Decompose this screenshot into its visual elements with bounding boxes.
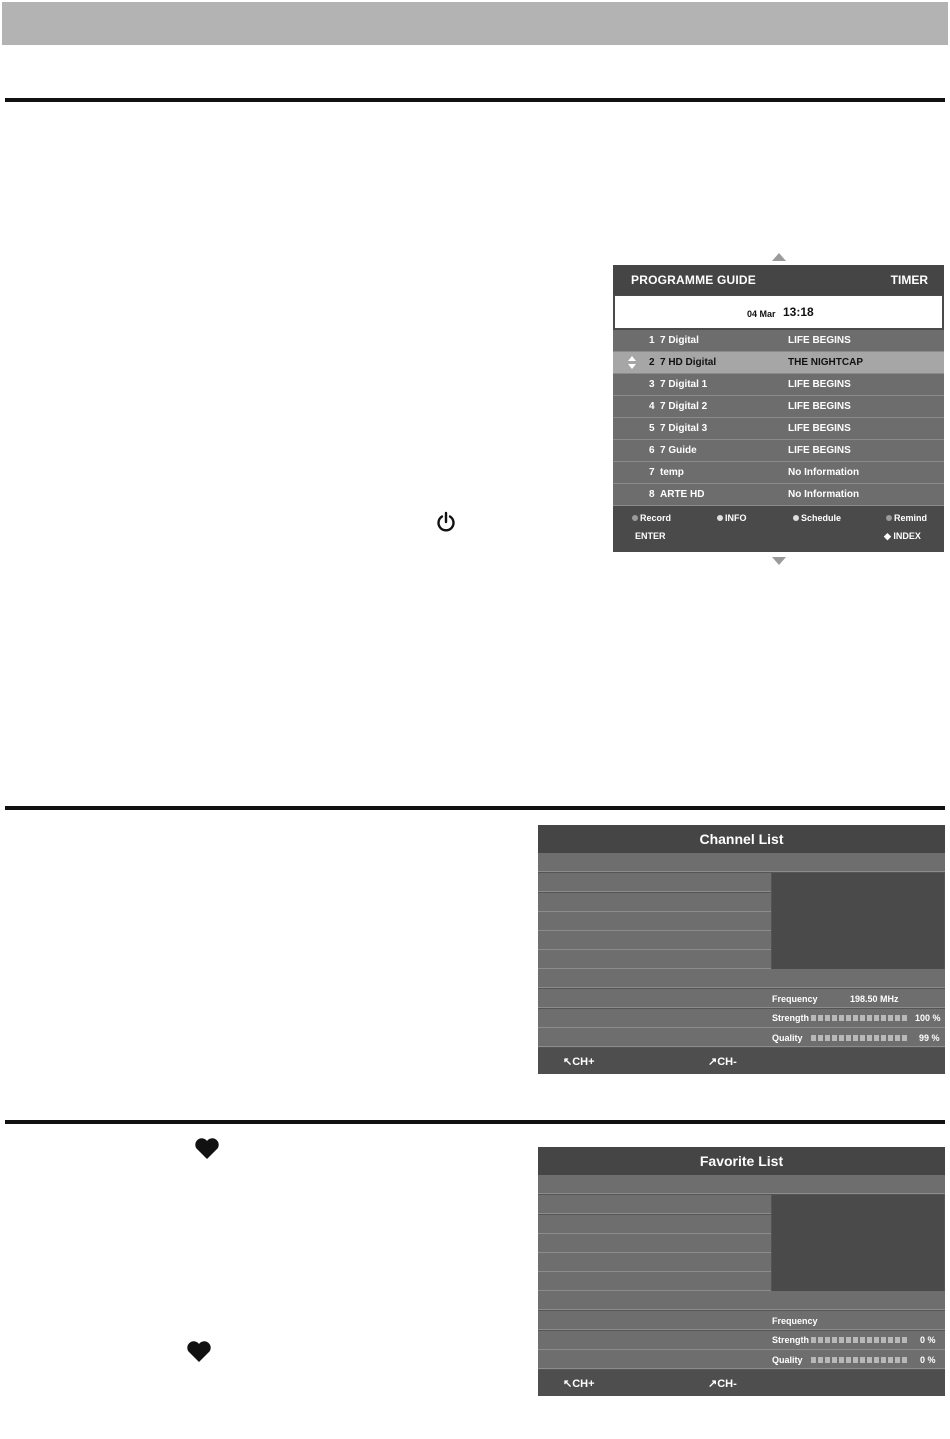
list-item[interactable] bbox=[538, 950, 771, 969]
section-divider bbox=[5, 1120, 945, 1124]
enter-key[interactable]: ENTER bbox=[635, 531, 666, 541]
channel-name: 7 Digital 3 bbox=[660, 423, 708, 434]
programme-title: THE NIGHTCAP bbox=[788, 357, 863, 368]
record-key[interactable] bbox=[632, 513, 671, 523]
list-item[interactable] bbox=[538, 969, 945, 988]
list-item[interactable] bbox=[538, 1291, 945, 1310]
remind-label: Remind bbox=[894, 513, 928, 523]
guide-date-bar bbox=[614, 295, 943, 329]
programme-title: No Information bbox=[788, 467, 860, 478]
arrow-up-left-icon: ↖ bbox=[563, 1056, 573, 1068]
info-label: INFO bbox=[725, 513, 747, 523]
index-key[interactable] bbox=[884, 531, 921, 542]
preview-window bbox=[772, 873, 944, 969]
guide-title: PROGRAMME GUIDE bbox=[631, 273, 757, 287]
arrow-up-right-icon: ↗ bbox=[708, 1056, 718, 1068]
list-header-strip bbox=[538, 853, 945, 872]
guide-timer-label[interactable]: TIMER bbox=[890, 273, 928, 287]
ch-up-key[interactable] bbox=[563, 1055, 595, 1068]
favorite-list-panel bbox=[538, 1147, 945, 1396]
channel-name: 7 Digital 1 bbox=[660, 379, 708, 390]
guide-row[interactable] bbox=[613, 374, 944, 396]
guide-row[interactable] bbox=[613, 440, 944, 462]
guide-date: 04 Mar bbox=[747, 309, 776, 319]
programme-title: LIFE BEGINS bbox=[788, 335, 851, 346]
channel-number: 7 bbox=[649, 467, 655, 478]
ch-up-label: CH+ bbox=[572, 1378, 595, 1390]
frequency-label: Frequency bbox=[772, 1316, 818, 1326]
favorite-list-footer bbox=[538, 1370, 945, 1396]
guide-row[interactable] bbox=[613, 462, 944, 484]
scroll-up-icon[interactable] bbox=[771, 252, 787, 262]
guide-channel-list bbox=[613, 330, 944, 506]
programme-title: LIFE BEGINS bbox=[788, 379, 851, 390]
channel-number: 6 bbox=[649, 445, 655, 456]
channel-number: 1 bbox=[649, 335, 655, 346]
list-item[interactable] bbox=[538, 893, 771, 912]
index-label: INDEX bbox=[893, 531, 921, 541]
strength-value: 0 % bbox=[920, 1335, 936, 1345]
channel-list-title: Channel List bbox=[538, 825, 945, 853]
programme-title: No Information bbox=[788, 489, 860, 500]
list-item[interactable] bbox=[538, 931, 771, 950]
list-item[interactable] bbox=[538, 1234, 771, 1253]
green-dot-icon bbox=[717, 515, 723, 521]
frequency-label: Frequency bbox=[772, 994, 818, 1004]
quality-label: Quality bbox=[772, 1033, 803, 1043]
frequency-row bbox=[538, 1311, 945, 1330]
list-item[interactable] bbox=[538, 873, 771, 892]
scroll-down-icon[interactable] bbox=[771, 556, 787, 566]
ch-up-label: CH+ bbox=[572, 1056, 595, 1068]
strength-meter bbox=[811, 1337, 907, 1343]
diamond-icon: ◆ bbox=[884, 531, 894, 541]
guide-footer bbox=[613, 509, 944, 552]
header-band bbox=[2, 2, 948, 45]
section-divider bbox=[5, 98, 945, 102]
heart-icon bbox=[186, 1340, 212, 1363]
strength-meter bbox=[811, 1015, 907, 1021]
schedule-label: Schedule bbox=[801, 513, 842, 523]
blue-dot-icon bbox=[886, 515, 892, 521]
list-item[interactable] bbox=[538, 1195, 771, 1214]
ch-down-label: CH- bbox=[717, 1378, 737, 1390]
quality-value: 0 % bbox=[920, 1355, 936, 1365]
channel-number: 8 bbox=[649, 489, 655, 500]
programme-title: LIFE BEGINS bbox=[788, 423, 851, 434]
guide-row-selected[interactable] bbox=[613, 352, 944, 374]
strength-value: 100 % bbox=[915, 1013, 941, 1023]
list-item[interactable] bbox=[538, 1272, 771, 1291]
channel-name: 7 Digital bbox=[660, 335, 699, 346]
channel-name: 7 HD Digital bbox=[660, 357, 717, 368]
ch-up-key[interactable] bbox=[563, 1377, 595, 1390]
info-key[interactable] bbox=[717, 513, 747, 523]
channel-number: 5 bbox=[649, 423, 655, 434]
ch-down-key[interactable] bbox=[708, 1055, 737, 1068]
list-header-strip bbox=[538, 1175, 945, 1194]
list-item[interactable] bbox=[538, 1215, 771, 1234]
arrow-up-right-icon: ↗ bbox=[708, 1378, 718, 1390]
channel-number: 4 bbox=[649, 401, 655, 412]
power-icon bbox=[435, 511, 457, 533]
quality-label: Quality bbox=[772, 1355, 803, 1365]
strength-label: Strength bbox=[772, 1335, 809, 1345]
programme-title: LIFE BEGINS bbox=[788, 445, 851, 456]
channel-number: 2 bbox=[649, 357, 655, 368]
guide-row[interactable] bbox=[613, 330, 944, 352]
arrow-up-left-icon: ↖ bbox=[563, 1378, 573, 1390]
strength-label: Strength bbox=[772, 1013, 809, 1023]
ch-down-key[interactable] bbox=[708, 1377, 737, 1390]
favorite-list-title: Favorite List bbox=[538, 1147, 945, 1175]
quality-meter bbox=[811, 1035, 907, 1041]
guide-row[interactable] bbox=[613, 484, 944, 506]
list-item[interactable] bbox=[538, 1253, 771, 1272]
schedule-key[interactable] bbox=[793, 513, 841, 523]
channel-name: 7 Digital 2 bbox=[660, 401, 708, 412]
channel-list-panel bbox=[538, 825, 945, 1074]
channel-number: 3 bbox=[649, 379, 655, 390]
heart-icon bbox=[194, 1137, 220, 1160]
quality-value: 99 % bbox=[919, 1033, 940, 1043]
up-down-icon bbox=[628, 356, 636, 369]
quality-meter bbox=[811, 1357, 907, 1363]
channel-name: 7 Guide bbox=[660, 445, 697, 456]
channel-name: ARTE HD bbox=[660, 489, 705, 500]
remind-key[interactable] bbox=[886, 513, 927, 523]
channel-list-footer bbox=[538, 1048, 945, 1074]
guide-header bbox=[613, 265, 944, 295]
list-item[interactable] bbox=[538, 912, 771, 931]
red-dot-icon bbox=[632, 515, 638, 521]
ch-down-label: CH- bbox=[717, 1056, 737, 1068]
yellow-dot-icon bbox=[793, 515, 799, 521]
section-divider bbox=[5, 806, 945, 810]
record-label: Record bbox=[640, 513, 672, 523]
frequency-value: 198.50 MHz bbox=[850, 994, 899, 1004]
guide-time: 13:18 bbox=[783, 305, 814, 319]
preview-window bbox=[772, 1195, 944, 1291]
guide-row[interactable] bbox=[613, 396, 944, 418]
channel-name: temp bbox=[660, 467, 684, 478]
guide-row[interactable] bbox=[613, 418, 944, 440]
programme-guide bbox=[613, 265, 944, 552]
programme-title: LIFE BEGINS bbox=[788, 401, 851, 412]
